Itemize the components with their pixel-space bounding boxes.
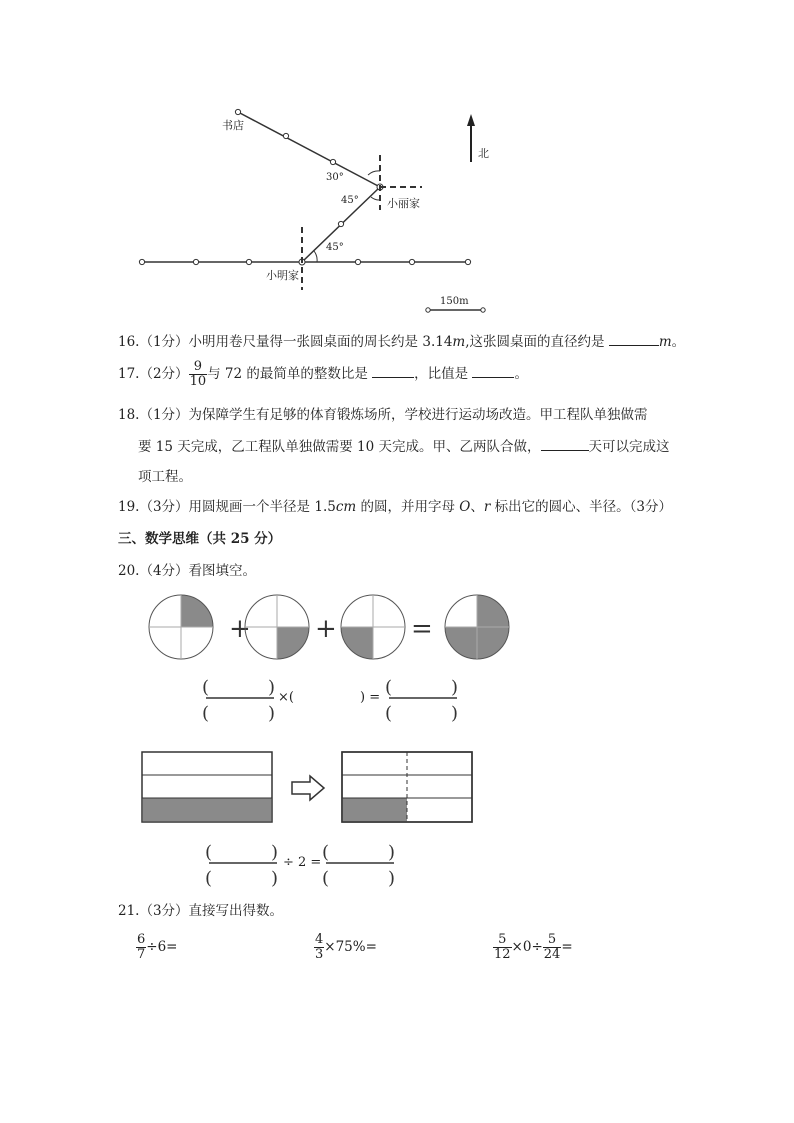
map-point	[330, 159, 335, 164]
right-arrow-icon	[292, 776, 324, 800]
svg-text:(: (	[205, 868, 213, 888]
svg-text:(: (	[205, 842, 213, 863]
map-point	[409, 259, 414, 264]
question-18-line3: 项工程。	[138, 469, 192, 485]
north-label: 北	[478, 147, 489, 160]
route-map-figure	[130, 100, 500, 320]
svg-text:): )	[451, 677, 459, 698]
rectangle-fraction-diagram	[140, 750, 480, 825]
close-paren-equals: ) =	[360, 690, 381, 705]
xiaoli-home-label: 小丽家	[387, 197, 420, 210]
question-20: 20.（4分）看图填空。	[118, 563, 257, 579]
expression-2: $\frac{4}{3}$ ×75%=	[315, 932, 377, 962]
map-point	[246, 259, 251, 264]
map-point	[139, 259, 144, 264]
svg-text:+: +	[315, 614, 337, 644]
svg-text:): )	[268, 703, 276, 723]
north-arrow-head	[467, 114, 475, 126]
blank-fraction-quotient[interactable]	[320, 838, 400, 888]
expression-1: $\frac{6}{7}$ ÷6=	[137, 932, 178, 962]
answer-blank-18[interactable]	[541, 436, 589, 451]
svg-text:): )	[451, 703, 459, 723]
svg-text:): )	[271, 842, 279, 863]
svg-text:=: =	[411, 614, 433, 644]
fraction-9-10: $\frac{9}{10}$	[189, 359, 207, 389]
map-point	[283, 133, 288, 138]
angle-30-label: 30°	[326, 172, 344, 183]
question-18-line1: 18.（1分）为保障学生有足够的体育锻炼场所，学校进行运动场改造。甲工程队单独做需	[118, 407, 648, 423]
angle-45-label-xiaoming: 45°	[326, 242, 344, 253]
svg-text:): )	[388, 868, 396, 888]
answer-blank-17a[interactable]	[372, 363, 414, 378]
answer-blank-17b[interactable]	[472, 363, 514, 378]
question-21: 21.（3分）直接写出得数。	[118, 903, 284, 919]
blank-fraction-right[interactable]	[383, 673, 463, 723]
question-19: 19.（3分）用圆规画一个半径是 1.5cm 的圆，并用字母 O、r 标出它的圆心、半径。（3分）	[118, 499, 672, 515]
times-open-paren: ×(	[278, 690, 294, 705]
blank-fraction-left[interactable]	[200, 673, 280, 723]
map-point	[193, 259, 198, 264]
xiaoming-home-label: 小明家	[266, 269, 299, 282]
map-point	[355, 259, 360, 264]
svg-text:): )	[271, 868, 279, 888]
circle-fraction-diagram	[145, 593, 515, 663]
map-point	[235, 109, 240, 114]
answer-blank-16[interactable]	[609, 331, 659, 346]
expression-3: $\frac{5}{12}$ ×0÷ $\frac{5}{24}$ =	[494, 932, 573, 962]
question-17: 17.（2分） $\frac{9}{10}$ 与 72 的最简单的整数比是 ，比值是 。	[118, 359, 528, 389]
svg-text:): )	[268, 677, 276, 698]
svg-text:+: +	[229, 614, 251, 644]
question-18-line2: 要 15 天完成，乙工程队单独做需要 10 天完成。甲、乙两队合做， 天可以完成这	[138, 436, 670, 457]
section-3-heading: 三、数学思维（共 25 分）	[118, 531, 282, 547]
svg-text:(: (	[385, 677, 393, 698]
svg-text:(: (	[385, 703, 393, 723]
scale-label: 150m	[440, 296, 469, 307]
map-point	[465, 259, 470, 264]
svg-text:): )	[388, 842, 396, 863]
svg-text:(: (	[322, 868, 330, 888]
svg-text:(: (	[202, 677, 210, 698]
path-bookstore-to-xiaoli	[238, 112, 380, 187]
map-point	[338, 221, 343, 226]
angle-45-label-xiaoli: 45°	[341, 195, 359, 206]
blank-fraction-dividend[interactable]	[203, 838, 283, 888]
question-16: 16.（1分）小明用卷尺量得一张圆桌面的周长约是 3.14m,这张圆桌面的直径约是 m。	[118, 331, 685, 352]
divide-by-two: ÷ 2 =	[283, 855, 322, 870]
bookstore-label: 书店	[222, 119, 244, 132]
svg-text:(: (	[322, 842, 330, 863]
svg-text:(: (	[202, 703, 210, 723]
